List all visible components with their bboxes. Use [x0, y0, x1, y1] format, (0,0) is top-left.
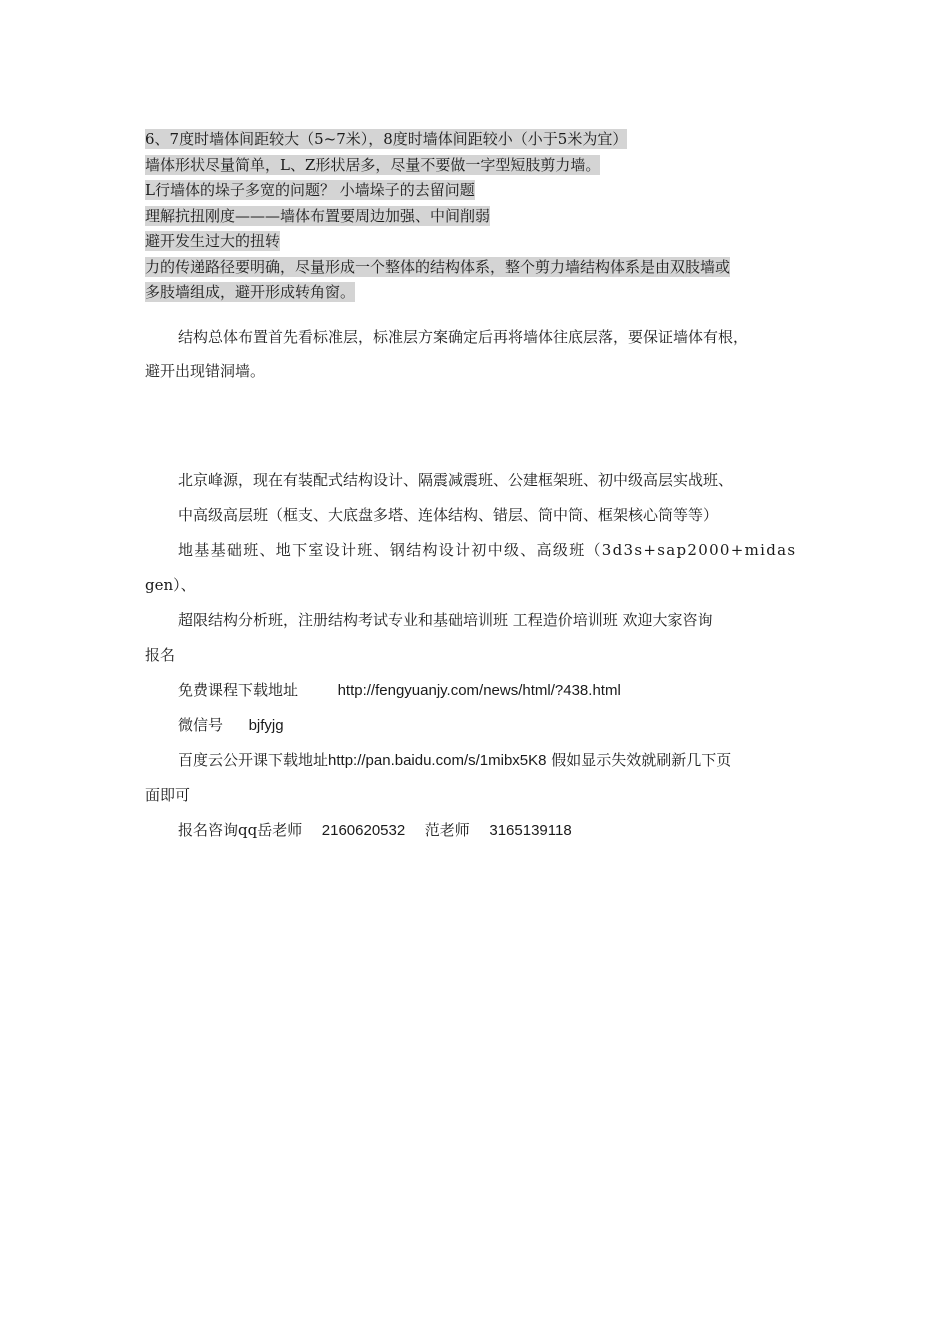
ad-line: 北京峰源，现在有装配式结构设计、隔震减震班、公建框架班、初中级高层实战班、 — [178, 471, 734, 489]
note-line: L行墙体的垛子多宽的问题？ 小墙垛子的去留问题 — [145, 181, 475, 199]
ad-line: 地基基础班、地下室设计班、钢结构设计初中级、高级班（3d3s+sap2000+midas — [178, 541, 797, 559]
contact-label: 报名咨询qq岳老师 — [178, 821, 303, 839]
contact-fan-label: 范老师 — [424, 821, 470, 839]
note-line: 多肢墙组成，避开形成转角窗。 — [145, 283, 356, 301]
layout-paragraph — [145, 320, 825, 388]
baidu-label: 百度云公开课下载地址 — [178, 751, 329, 769]
note-line: 墙体形状尽量简单，L、Z形状居多，尽量不要做一字型短肢剪力墙。 — [145, 155, 601, 174]
ad-line: 超限结构分析班，注册结构考试专业和基础培训班 工程造价培训班 欢迎大家咨询 — [178, 611, 713, 629]
course-advertisement — [145, 463, 825, 848]
download-line — [145, 673, 825, 708]
paragraph-line: 结构总体布置首先看标准层，标准层方案确定后再将墙体往底层落，要保证墙体有根， — [178, 328, 749, 346]
wechat-line — [145, 708, 825, 743]
note-line: 6、7度时墙体间距较大（5~7米），8度时墙体间距较小（小于5米为宜） — [145, 130, 628, 148]
contact-qq-yue: 2160620532 — [321, 822, 406, 839]
highlighted-notes — [145, 127, 825, 306]
baidu-line — [145, 743, 825, 778]
wechat-id: bjfyjg — [248, 717, 284, 734]
ad-line: 中高级高层班（框支、大底盘多塔、连体结构、错层、筒中筒、框架核心筒等等） — [178, 506, 719, 524]
ad-line: 面即可 — [145, 786, 191, 804]
contact-qq-fan: 3165139118 — [489, 822, 572, 839]
note-line: 理解抗扭刚度———墙体布置要周边加强、中间削弱 — [145, 206, 491, 225]
baidu-link[interactable]: http://pan.baidu.com/s/1mibx5K8 — [328, 752, 547, 769]
wechat-label: 微信号 — [178, 716, 224, 734]
baidu-note: 假如显示失效就刷新几下页 — [551, 751, 732, 769]
download-link[interactable]: http://fengyuanjy.com/news/html/?438.html — [337, 682, 621, 699]
download-label: 免费课程下载地址 — [178, 681, 299, 699]
note-line: 避开发生过大的扭转 — [145, 232, 281, 250]
contact-line — [145, 813, 825, 848]
ad-line: 报名 — [145, 646, 176, 664]
paragraph-line: 避开出现错洞墙。 — [145, 362, 266, 380]
ad-line: gen）、 — [145, 576, 196, 594]
note-line: 力的传递路径要明确，尽量形成一个整体的结构体系，整个剪力墙结构体系是由双肢墙或 — [145, 257, 731, 276]
